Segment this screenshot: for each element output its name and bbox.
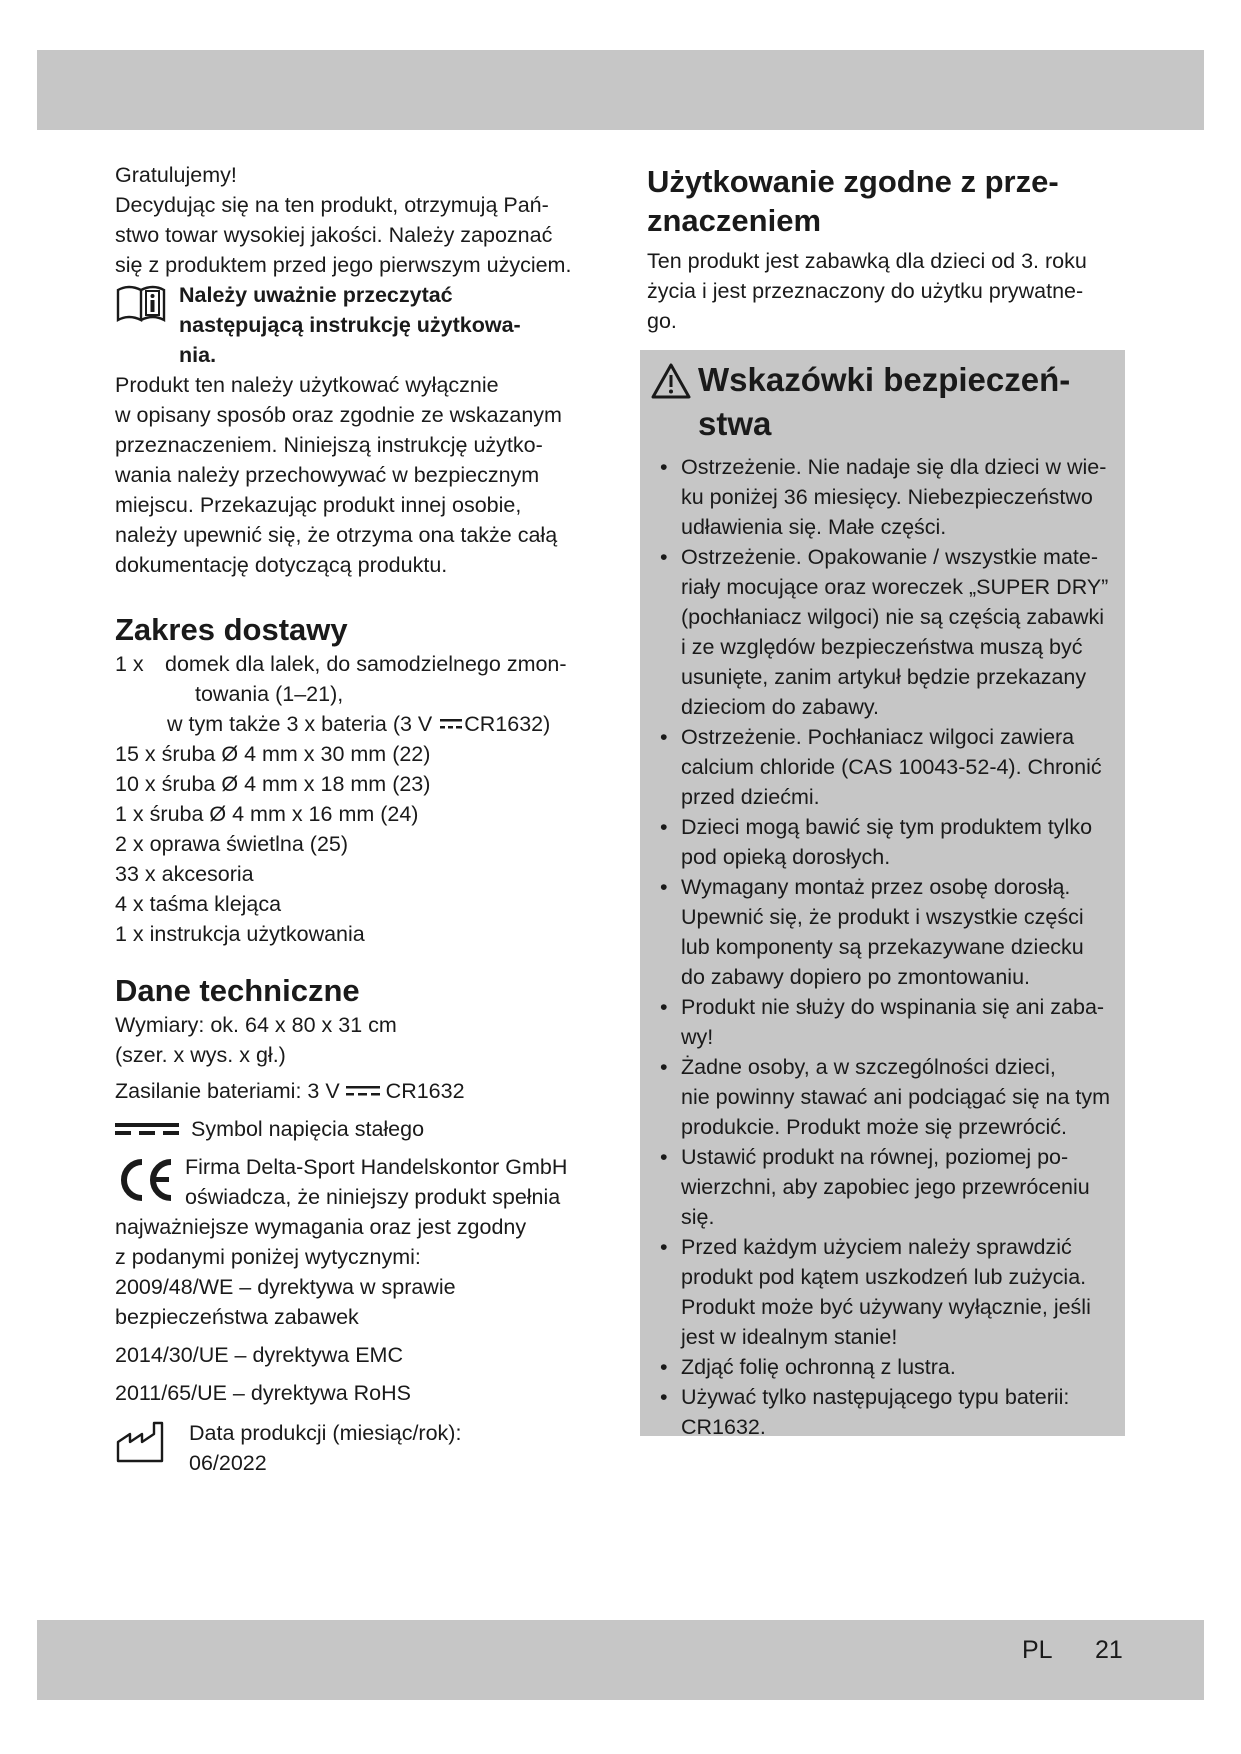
safety-bullet-line: CR1632. (681, 1415, 766, 1439)
safety-bullet-line: • Ostrzeżenie. Opakowanie / wszystkie mate- (681, 545, 1099, 569)
safety-bullet-line: przed dziećmi. (681, 785, 820, 809)
body-line: przeznaczeniem. Niniejszą instrukcję użytko- (115, 433, 543, 457)
scope-sub-item (115, 709, 595, 739)
ce-line: najważniejsze wymagania oraz jest zgodny (115, 1215, 527, 1239)
dc-symbol-row (115, 1114, 595, 1144)
safety-bullet-line: dzieciom do zabawy. (681, 695, 879, 719)
safety-bullet-line: jest w idealnym stanie! (681, 1325, 898, 1349)
scope-item-line: towania (1–21), (195, 682, 344, 706)
ce-mark-icon (115, 1156, 175, 1204)
tech-power (115, 1076, 595, 1106)
manual-info-icon (115, 282, 167, 322)
safety-bullet (650, 1382, 1115, 1442)
safety-bullet-line: pod opieką dorosłych. (681, 845, 891, 869)
ce-line: oświadcza, że niniejszy produkt spełnia (185, 1185, 561, 1209)
scope-item: 10 x śruba Ø 4 mm x 18 mm (23) (115, 772, 431, 796)
safety-bullet-line: i ze względów bezpieczeństwa muszą być (681, 635, 1083, 659)
dc-icon (346, 1084, 380, 1098)
body-line: dokumentację dotyczącą produktu. (115, 553, 448, 577)
notice-line: następującą instrukcję użytkowa- (179, 313, 521, 337)
safety-bullet-line: produkt pod kątem uszkodzeń lub zużycia. (681, 1265, 1087, 1289)
tech-dimensions: Wymiary: ok. 64 x 80 x 31 cm (115, 1013, 397, 1037)
directive-emc: 2014/30/UE – dyrektywa EMC (115, 1343, 403, 1367)
intro-line: stwo towar wysokiej jakości. Należy zapoznać (115, 223, 553, 247)
intended-use-line: życia i jest przeznaczony do użytku prywatne- (647, 279, 1084, 303)
dc-icon (440, 717, 462, 731)
footer-language: PL (1022, 1636, 1053, 1664)
safety-bullet-line: Produkt może być używany wyłącznie, jeśli (681, 1295, 1091, 1319)
safety-bullet-line: • Przed każdym użyciem należy sprawdzić (681, 1235, 1072, 1259)
scope-item: 1 x śruba Ø 4 mm x 16 mm (24) (115, 802, 419, 826)
safety-bullet-line: • Ustawić produkt na równej, poziomej po- (681, 1145, 1069, 1169)
safety-bullet-line: • Używać tylko następującego typu baterii: (681, 1385, 1070, 1409)
safety-bullet-line: riały mocujące oraz woreczek „SUPER DRY” (681, 575, 1109, 599)
safety-bullet (650, 872, 1115, 992)
scope-sub-text-end: CR1632) (464, 712, 551, 736)
right-column (647, 162, 1127, 336)
ce-line: 2009/48/WE – dyrektywa w sprawie (115, 1275, 456, 1299)
tech-dimensions-note: (szer. x wys. x gł.) (115, 1043, 286, 1067)
scope-item: 4 x taśma klejąca (115, 892, 282, 916)
safety-bullet (650, 812, 1115, 872)
safety-bullet-line: usunięte, zanim artykuł będzie przekazany (681, 665, 1087, 689)
production-value: 06/2022 (189, 1451, 267, 1475)
read-manual-notice (115, 280, 595, 370)
scope-qty: 1 x (115, 652, 144, 676)
intended-use-line: go. (647, 309, 677, 333)
safety-bullet-line: nie powinny stawać ani podciągać się na tym (681, 1085, 1111, 1109)
safety-bullet-line: produkcie. Produkt może się przewrócić. (681, 1115, 1067, 1139)
safety-bullet-line: • Zdjąć folię ochronną z lustra. (681, 1355, 956, 1379)
scope-item: 1 x instrukcja użytkowania (115, 922, 365, 946)
safety-bullet-line: • Dzieci mogą bawić się tym produktem tylko (681, 815, 1093, 839)
safety-bullet (650, 992, 1115, 1052)
left-column (115, 160, 595, 1478)
safety-bullet (650, 452, 1115, 542)
header-band (37, 50, 1204, 130)
safety-bullet-list (650, 452, 1115, 1442)
safety-bullet-line: do zabawy dopiero po zmontowaniu. (681, 965, 1030, 989)
body-line: należy upewnić się, że otrzyma ona także całą (115, 523, 558, 547)
safety-bullet-line: • Ostrzeżenie. Nie nadaje się dla dzieci w wie- (681, 455, 1107, 479)
scope-sub-text: w tym także 3 x bateria (3 V (167, 712, 439, 736)
safety-heading (650, 358, 1115, 446)
notice-line: nia. (179, 343, 217, 367)
safety-bullet (650, 1052, 1115, 1142)
safety-bullet (650, 1232, 1115, 1352)
safety-bullet-line: lub komponenty są przekazywane dziecku (681, 935, 1084, 959)
ce-line: z podanymi poniżej wytycznymi: (115, 1245, 421, 1269)
safety-bullet-line: • Ostrzeżenie. Pochłaniacz wilgoci zawiera (681, 725, 1075, 749)
power-suffix: CR1632 (385, 1079, 465, 1103)
body-line: Produkt ten należy użytkować wyłącznie (115, 373, 499, 397)
intended-use-heading: Użytkowanie zgodne z prze- (647, 164, 1059, 199)
warning-triangle-icon (650, 362, 692, 400)
safety-bullet-line: • Żadne osoby, a w szczególności dzieci, (681, 1055, 1056, 1079)
body-line: miejscu. Przekazując produkt innej osobie, (115, 493, 522, 517)
safety-bullet-line: wierzchni, aby zapobiec jego przewróceniu (681, 1175, 1090, 1199)
directive-rohs: 2011/65/UE – dyrektywa RoHS (115, 1381, 411, 1405)
factory-icon (115, 1420, 165, 1464)
production-label: Data produkcji (miesiąc/rok): (189, 1421, 462, 1445)
greeting: Gratulujemy! (115, 163, 237, 187)
safety-bullet-line: • Wymagany montaż przez osobę dorosłą. (681, 875, 1071, 899)
scope-item: 15 x śruba Ø 4 mm x 30 mm (22) (115, 742, 431, 766)
scope-heading: Zakres dostawy (115, 612, 348, 647)
scope-item (115, 649, 595, 709)
safety-bullet-line: udławienia się. Małe części. (681, 515, 947, 539)
production-date (115, 1418, 595, 1478)
safety-bullet-line: Upewnić się, że produkt i wszystkie części (681, 905, 1084, 929)
intended-use-heading: znaczeniem (647, 203, 822, 238)
body-line: wania należy przechowywać w bezpiecznym (115, 463, 540, 487)
safety-bullet-line: wy! (681, 1025, 714, 1049)
safety-bullet-line: (pochłaniacz wilgoci) nie są częścią zabawki (681, 605, 1105, 629)
notice-line: Należy uważnie przeczytać (179, 283, 453, 307)
safety-heading-line: stwa (698, 405, 772, 442)
ce-line: Firma Delta-Sport Handelskontor GmbH (185, 1155, 568, 1179)
safety-bullet-line: ku poniżej 36 miesięcy. Niebezpieczeństwo (681, 485, 1093, 509)
safety-bullet (650, 542, 1115, 722)
scope-item: 33 x akcesoria (115, 862, 254, 886)
dc-symbol-icon (115, 1121, 179, 1137)
safety-bullet (650, 722, 1115, 812)
ce-declaration (115, 1152, 595, 1212)
safety-heading-line: Wskazówki bezpieczeń- (698, 361, 1071, 398)
safety-bullet-line: się. (681, 1205, 715, 1229)
body-line: w opisany sposób oraz zgodnie ze wskazanym (115, 403, 562, 427)
intro-line: się z produktem przed jego pierwszym użyciem. (115, 253, 572, 277)
safety-bullet (650, 1142, 1115, 1232)
dc-symbol-label: Symbol napięcia stałego (191, 1117, 425, 1141)
intended-use-line: Ten produkt jest zabawką dla dzieci od 3. roku (647, 249, 1087, 273)
safety-box (640, 350, 1125, 1439)
safety-bullet-line: • Produkt nie służy do wspinania się ani zaba- (681, 995, 1105, 1019)
power-prefix: Zasilanie bateriami: 3 V (115, 1079, 340, 1103)
scope-item: 2 x oprawa świetlna (25) (115, 832, 349, 856)
footer-page-number: 21 (1095, 1636, 1123, 1664)
intro-line: Decydując się na ten produkt, otrzymują Pań- (115, 193, 549, 217)
scope-item-line: domek dla lalek, do samodzielnego zmon- (165, 652, 567, 676)
safety-bullet (650, 1352, 1115, 1382)
tech-heading: Dane techniczne (115, 973, 360, 1008)
safety-bullet-line: calcium chloride (CAS 10043-52-4). Chronić (681, 755, 1102, 779)
ce-line: bezpieczeństwa zabawek (115, 1305, 359, 1329)
